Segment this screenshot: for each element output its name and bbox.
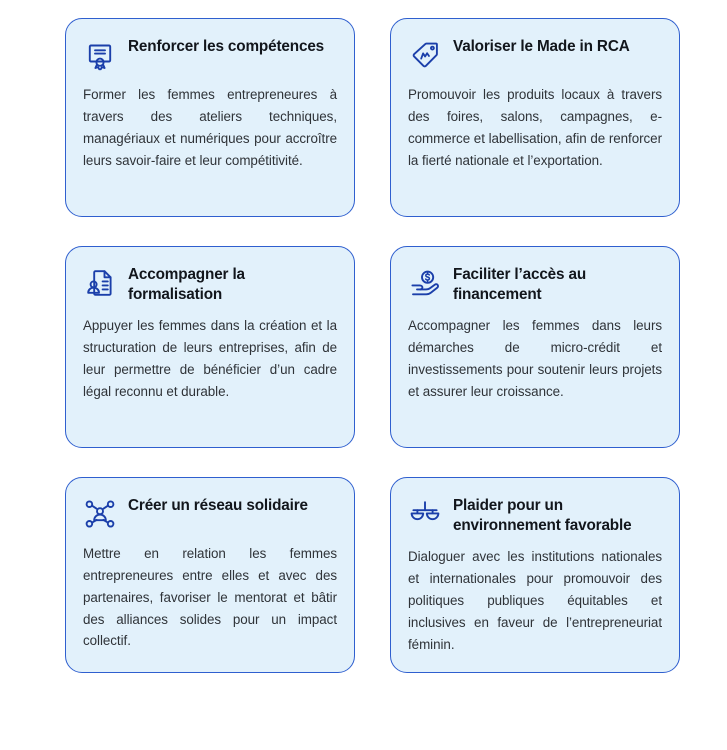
card-header <box>83 36 337 73</box>
card-grid <box>65 18 680 673</box>
card-description: Former les femmes entrepreneures à travers des ateliers techniques, managériaux et numériques pour accroître leurs savoir-faire et leur compétitivité. <box>83 87 337 168</box>
card-description: Mettre en relation les femmes entrepreneures entre elles et avec des partenaires, favoriser le mentorat et bâtir des alliances solides pour un impact collectif. <box>83 546 337 649</box>
card-title: Renforcer les compétences <box>128 38 325 55</box>
card-title: Plaider pour un environnement favorable <box>453 497 632 534</box>
card-description: Dialoguer avec les institutions nationales et internationales pour promouvoir des politiques publiques équitables et inclusives en faveur de l’entrepreneuriat féminin. <box>408 549 662 652</box>
card-title: Accompagner la formalisation <box>128 266 245 303</box>
card-header <box>408 36 662 73</box>
balance-scales-icon <box>408 496 442 532</box>
card-faciliter-l-acces-au-financement[interactable] <box>390 246 680 448</box>
card-plaider-pour-un-environnement-favorable[interactable] <box>390 477 680 673</box>
card-description: Appuyer les femmes dans la création et la structuration de leurs entreprises, afin de leur permettre de bénéficier d’un cadre légal reconnu et durable. <box>83 318 337 399</box>
price-tag-icon <box>408 37 442 73</box>
card-valoriser-le-made-in-rca[interactable] <box>390 18 680 217</box>
card-creer-un-reseau-solidaire[interactable] <box>65 477 355 673</box>
card-description: Accompagner les femmes dans leurs démarches de micro-crédit et investissements pour soutenir leurs projets et assurer leur croissance. <box>408 318 662 399</box>
card-renforcer-les-competences[interactable] <box>65 18 355 217</box>
card-accompagner-la-formalisation[interactable] <box>65 246 355 448</box>
card-header <box>83 264 337 304</box>
card-header <box>83 495 337 532</box>
card-description: Promouvoir les produits locaux à travers des foires, salons, campagnes, e-commerce et labellisation, afin de renforcer la fierté nationale et l’exportation. <box>408 87 662 168</box>
hand-holding-coin-icon <box>408 265 442 301</box>
card-title: Faciliter l’accès au financement <box>453 266 587 303</box>
card-title: Créer un réseau solidaire <box>128 497 308 514</box>
card-header <box>408 495 662 535</box>
card-header <box>408 264 662 304</box>
certificate-award-icon <box>83 37 117 73</box>
card-title: Valoriser le Made in RCA <box>453 38 630 55</box>
network-people-icon <box>83 496 117 532</box>
id-document-icon <box>83 265 117 301</box>
